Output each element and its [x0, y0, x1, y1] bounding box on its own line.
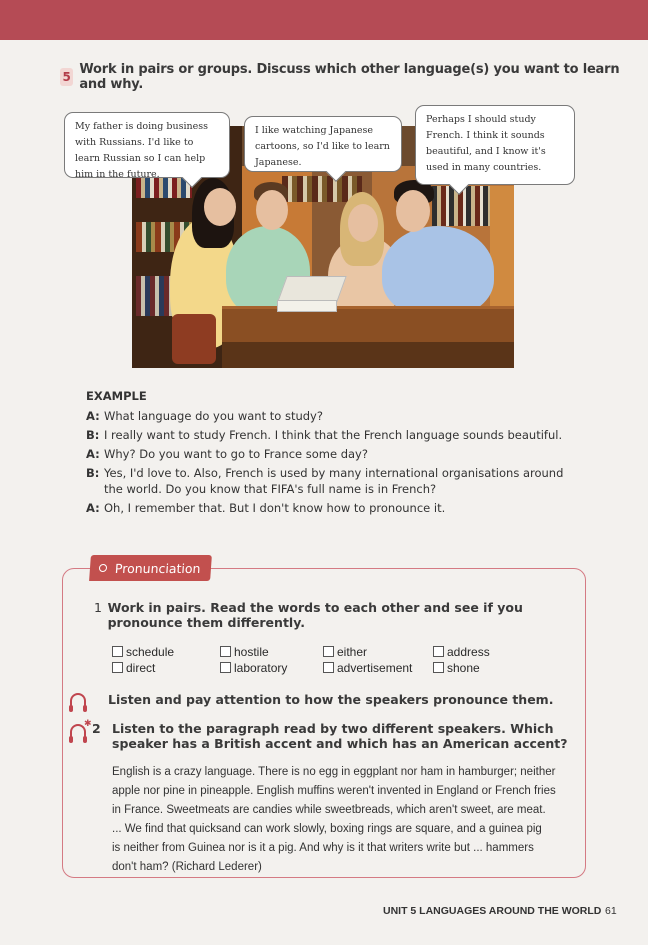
dialogue-line [86, 501, 576, 517]
paragraph-line: ... We find that quicksand can work slowly, boxing rings are square, and a guinea pig [112, 823, 542, 835]
word-label: either [337, 644, 368, 659]
paragraph-line: is neither from Guinea nor is it a pig. And why is it that writers write but ... hammers [112, 842, 534, 854]
word-item[interactable] [433, 644, 490, 659]
bubble-text: Perhaps I should study French. I think it sounds beautiful, and I know it's used in many countries. [426, 114, 546, 173]
word-item[interactable] [112, 644, 174, 659]
word-label: advertisement [337, 660, 413, 675]
speech-bubble-japanese [244, 116, 402, 172]
checkbox[interactable] [220, 646, 231, 657]
word-item[interactable] [323, 660, 412, 675]
word-label: hostile [234, 644, 269, 659]
unit-footer: UNIT 5 LANGUAGES AROUND THE WORLD [383, 905, 602, 917]
speech-bubble-french [415, 105, 575, 185]
word-label: laboratory [234, 660, 288, 675]
star-icon: ✱ [84, 719, 92, 729]
question-number: 2 [92, 721, 101, 736]
listen-instruction [70, 692, 553, 707]
page-number: 61 [605, 905, 617, 917]
dialogue-line [86, 428, 576, 444]
top-color-band [0, 0, 648, 40]
headphones-icon [70, 693, 86, 707]
circle-icon [99, 564, 108, 572]
task-title: Work in pairs or groups. Discuss which other language(s) you want to learn and why. [79, 62, 620, 92]
question-number: 1 [94, 600, 102, 615]
pronunciation-tab-label: Pronunciation [114, 560, 202, 576]
dialogue-text: Why? Do you want to go to France some day? [104, 447, 368, 461]
question-text: Listen to the paragraph read by two different speakers. Which speaker has a British accent and which has an American accent? [112, 721, 568, 751]
word-label: direct [126, 660, 156, 675]
paragraph-line: English is a crazy language. There is no egg in eggplant nor ham in hamburger; neither [112, 766, 556, 778]
dialogue-line [86, 409, 576, 425]
bubble-text: My father is doing business with Russians. I'd like to learn Russian so I can help him in the future. [75, 121, 209, 180]
dialogue-text: I really want to study French. I think that the French language sounds beautiful. [104, 428, 563, 442]
speaker-label: A: [86, 447, 100, 461]
speaker-label: A: [86, 500, 100, 515]
question-2 [70, 721, 580, 751]
task-5-header [60, 62, 620, 92]
paragraph-line: apple nor pine in pineapple. English muffins weren't invented in England or French fries [112, 785, 556, 797]
word-item[interactable] [220, 644, 269, 659]
checkbox[interactable] [112, 662, 123, 673]
speaker-label: B: [86, 466, 100, 480]
question-1 [94, 600, 574, 630]
speaker-label: A: [86, 409, 100, 423]
checkbox[interactable] [323, 662, 334, 673]
checkbox[interactable] [112, 646, 123, 657]
word-label: shone [447, 660, 480, 675]
example-heading: EXAMPLE [86, 389, 147, 403]
word-label: schedule [126, 644, 175, 659]
speaker-label: B: [86, 428, 100, 442]
paragraph-line: in France. Sweetmeats are candies while sweetbreads, which aren't sweet, are meat. [112, 804, 546, 816]
pronunciation-tab [89, 555, 211, 581]
paragraph-line: don't ham? (Richard Lederer) [112, 861, 262, 873]
dialogue-text: What language do you want to study? [104, 409, 323, 423]
checkbox[interactable] [220, 662, 231, 673]
bubble-text: I like watching Japanese cartoons, so I'd like to learn Japanese. [255, 125, 390, 168]
dialogue-line [86, 466, 576, 497]
dialogue-text: Oh, I remember that. But I don't know how to pronounce it. [104, 500, 446, 515]
listen-text: Listen and pay attention to how the speakers pronounce them. [108, 692, 554, 707]
reading-paragraph [112, 763, 584, 877]
checkbox[interactable] [323, 646, 334, 657]
word-item[interactable] [220, 660, 287, 675]
checkbox[interactable] [433, 662, 444, 673]
word-label: address [447, 644, 490, 659]
example-dialogue [86, 409, 576, 520]
dialogue-text: Yes, I'd love to. Also, French is used by many international organisations around the world. Do you know that FIFA's full name is in French? [104, 466, 564, 496]
checkbox[interactable] [433, 646, 444, 657]
headphones-icon [70, 719, 92, 751]
word-item[interactable] [323, 644, 367, 659]
dialogue-line [86, 447, 576, 463]
word-item[interactable] [112, 660, 155, 675]
task-number-badge: 5 [60, 68, 73, 86]
speech-bubble-russian [64, 112, 230, 178]
word-item[interactable] [433, 660, 480, 675]
question-text: Work in pairs. Read the words to each other and see if you pronounce them differently. [107, 600, 523, 630]
